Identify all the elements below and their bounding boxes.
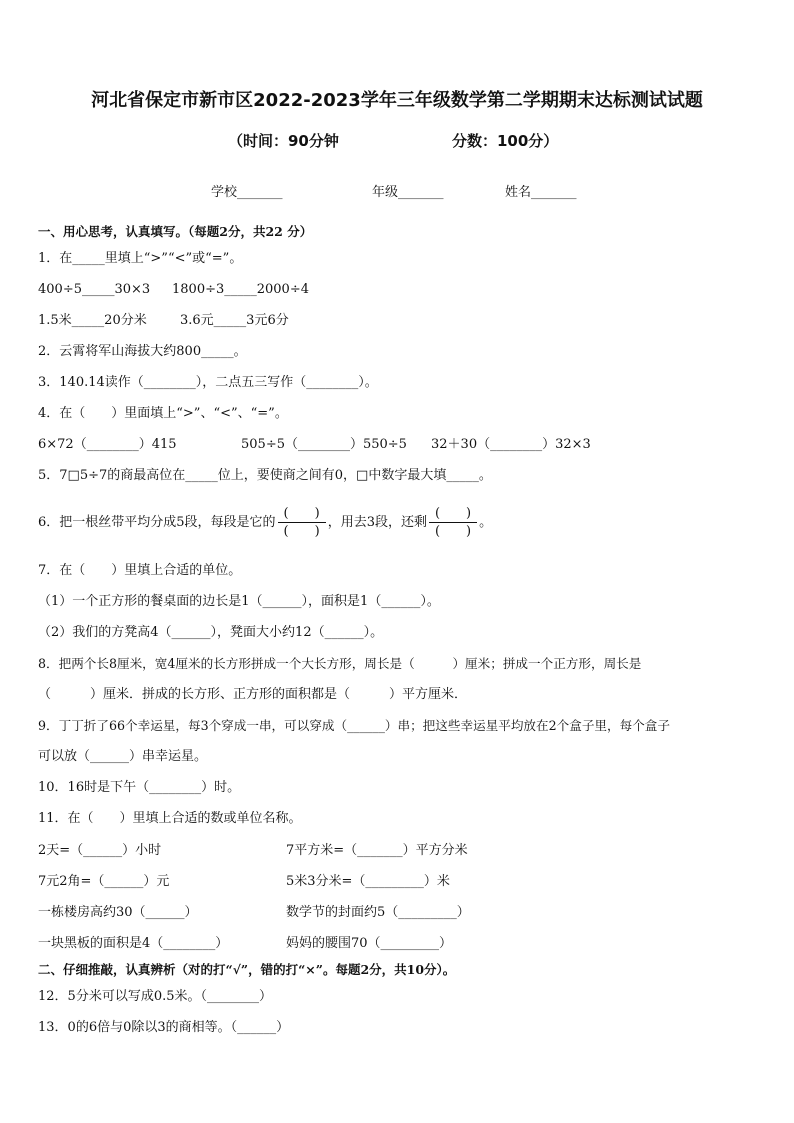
name-field: 姓名_______ bbox=[505, 185, 577, 200]
question-11-item-c: 7元2角=（______）元 bbox=[38, 874, 170, 889]
question-11-item-g: 一块黑板的面积是4（________） bbox=[38, 936, 229, 951]
fraction-denominator: ( ) bbox=[283, 524, 320, 539]
fraction-denominator: ( ) bbox=[434, 524, 472, 539]
question-6-text-b: ，用去3段，还剩 bbox=[327, 515, 427, 530]
section-2-heading: 二、仔细推敲，认真辨析（对的打“√”，错的打“×”。每题2分，共10分）。 bbox=[38, 962, 456, 977]
question-12: 12．5分米可以写成0.5米。（________） bbox=[38, 989, 272, 1004]
question-9-line-1: 9．丁丁折了66个幸运星，每3个穿成一串，可以穿成（______）串；把这些幸运星平均放在2个盒子里，每个盒子 bbox=[38, 718, 670, 733]
exam-score: 分数：100分） bbox=[452, 132, 559, 150]
question-10: 10．16时是下午（________）时。 bbox=[38, 780, 241, 795]
question-11-item-b: 7平方米=（_______）平方分米 bbox=[286, 843, 468, 858]
question-11-item-d: 5米3分米=（_________）米 bbox=[286, 874, 450, 889]
fraction-numerator: ( ) bbox=[283, 506, 320, 521]
exam-time: （时间：90分钟 bbox=[228, 132, 339, 150]
page-title: 河北省保定市新市区2022-2023学年三年级数学第二学期期末达标测试试题 bbox=[91, 90, 703, 111]
grade-field: 年级_______ bbox=[372, 185, 444, 200]
section-1-heading: 一、用心思考，认真填写。（每题2分，共22 分） bbox=[38, 224, 313, 239]
question-2: 2．云霄将军山海拔大约800_____。 bbox=[38, 344, 247, 359]
question-1: 1．在_____里填上“>”“<”或“=”。 bbox=[38, 251, 243, 266]
fraction-blank-1 bbox=[278, 505, 326, 540]
fraction-numerator: ( ) bbox=[434, 506, 472, 521]
question-13: 13．0的6倍与0除以3的商相等。（______） bbox=[38, 1020, 290, 1035]
question-1-item-d: 3.6元_____3元6分 bbox=[180, 313, 289, 328]
question-6 bbox=[38, 500, 492, 546]
question-4-item-b: 505÷5（________）550÷5 bbox=[241, 437, 407, 452]
question-7: 7．在（ ）里填上合适的单位。 bbox=[38, 563, 242, 578]
question-11-item-a: 2天=（______）小时 bbox=[38, 843, 162, 858]
question-3: 3．140.14读作（________），二点五三写作（________）。 bbox=[38, 375, 378, 390]
question-8-line-2: （ ）厘米．拼成的长方形、正方形的面积都是（ ）平方厘米． bbox=[38, 687, 468, 702]
question-7-part-2: （2）我们的方凳高4（______），凳面大小约12（______）。 bbox=[38, 625, 384, 640]
question-1-item-b: 1800÷3_____2000÷4 bbox=[172, 282, 309, 297]
question-11-item-e: 一栋楼房高约30（______） bbox=[38, 905, 198, 920]
question-4-item-a: 6×72（________）415 bbox=[38, 437, 177, 452]
question-11-item-f: 数学节的封面约5（_________） bbox=[286, 905, 470, 920]
question-5: 5．7□5÷7的商最高位在_____位上，要使商之间有0，□中数字最大填_____。 bbox=[38, 468, 492, 483]
question-1-item-c: 1.5米_____20分米 bbox=[38, 313, 147, 328]
question-7-part-1: （1）一个正方形的餐桌面的边长是1（______），面积是1（______）。 bbox=[38, 594, 440, 609]
school-field: 学校_______ bbox=[211, 185, 283, 200]
question-9-line-2: 可以放（______）串幸运星。 bbox=[38, 749, 208, 764]
question-4: 4．在（ ）里面填上“>”、“<”、“=”。 bbox=[38, 406, 288, 421]
question-1-item-a: 400÷5_____30×3 bbox=[38, 282, 151, 297]
question-8-line-1: 8．把两个长8厘米，宽4厘米的长方形拼成一个大长方形，周长是（ ）厘米；拼成一个正方形，周长是 bbox=[38, 656, 642, 671]
question-4-item-c: 32＋30（________）32×3 bbox=[431, 437, 591, 452]
question-11-item-h: 妈妈的腰围70（_________） bbox=[286, 936, 453, 951]
fraction-blank-2 bbox=[429, 505, 477, 540]
question-11: 11．在（ ）里填上合适的数或单位名称。 bbox=[38, 811, 302, 826]
question-6-text-c: 。 bbox=[479, 515, 493, 530]
question-6-text-a: 6．把一根丝带平均分成5段，每段是它的 bbox=[38, 515, 276, 530]
